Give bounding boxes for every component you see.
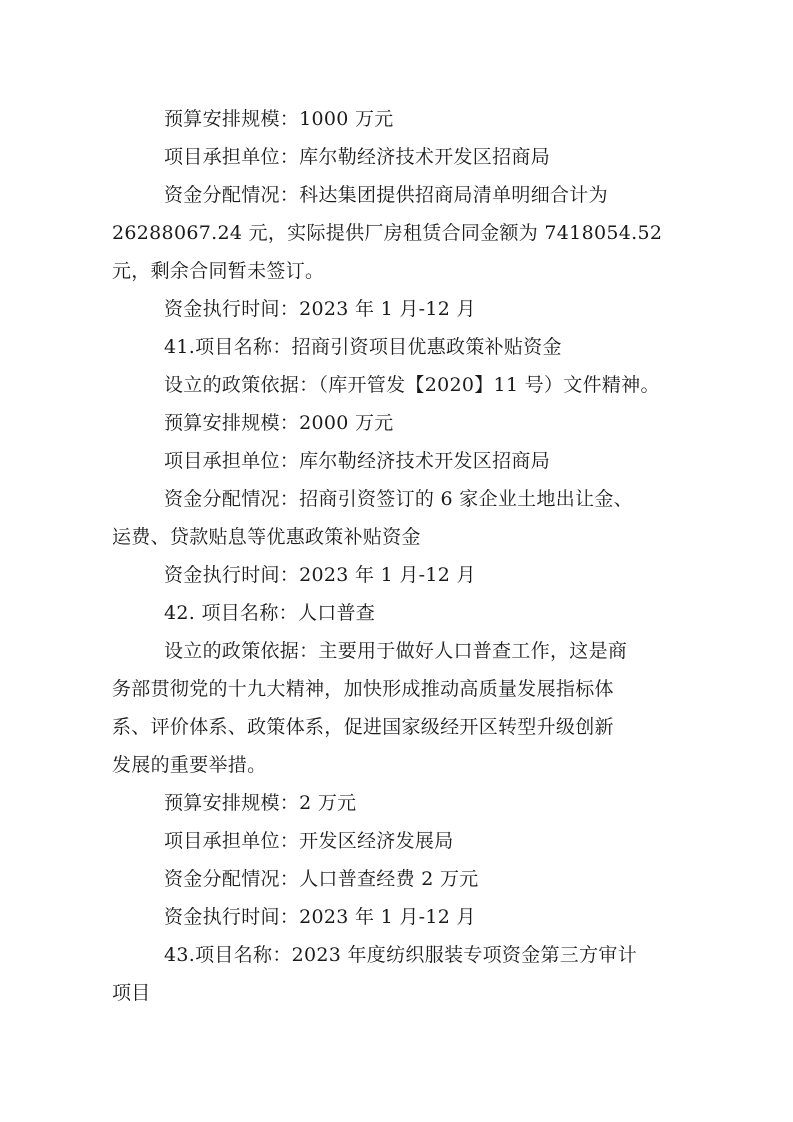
policy-basis-continuation: 系、评价体系、政策体系，促进国家级经开区转型升级创新 xyxy=(112,716,614,738)
execution-time-line: 资金执行时间：2023 年 1 月-12 月 xyxy=(164,564,476,586)
budget-scale-line: 预算安排规模：1000 万元 xyxy=(164,108,394,130)
fund-allocation-continuation: 运费、贷款贴息等优惠政策补贴资金 xyxy=(112,526,421,548)
fund-allocation-line: 资金分配情况：科达集团提供招商局清单明细合计为 xyxy=(164,184,608,206)
item-41-title: 41.项目名称：招商引资项目优惠政策补贴资金 xyxy=(164,336,562,358)
fund-allocation-continuation: 元，剩余合同暂未签订。 xyxy=(112,260,325,282)
fund-allocation-line: 资金分配情况：招商引资签订的 6 家企业土地出让金、 xyxy=(164,488,633,510)
responsible-unit-line: 项目承担单位：库尔勒经济技术开发区招商局 xyxy=(164,146,551,168)
policy-basis-line: 设立的政策依据：（库开管发【2020】11 号）文件精神。 xyxy=(164,374,660,396)
execution-time-line: 资金执行时间：2023 年 1 月-12 月 xyxy=(164,906,476,928)
item-43-title: 43.项目名称：2023 年度纺织服装专项资金第三方审计 xyxy=(164,944,638,966)
responsible-unit-line: 项目承担单位：库尔勒经济技术开发区招商局 xyxy=(164,450,551,472)
item-43-title-continuation: 项目 xyxy=(112,982,151,1004)
item-42-title: 42. 项目名称：人口普查 xyxy=(164,602,376,624)
execution-time-line: 资金执行时间：2023 年 1 月-12 月 xyxy=(164,298,476,320)
responsible-unit-line: 项目承担单位：开发区经济发展局 xyxy=(164,830,454,852)
policy-basis-line: 设立的政策依据：主要用于做好人口普查工作，这是商 xyxy=(164,640,628,662)
budget-scale-line: 预算安排规模：2 万元 xyxy=(164,792,357,814)
policy-basis-continuation: 发展的重要举措。 xyxy=(112,754,267,776)
budget-scale-line: 预算安排规模：2000 万元 xyxy=(164,412,394,434)
fund-allocation-continuation: 26288067.24 元，实际提供厂房租赁合同金额为 7418054.52 xyxy=(112,222,663,244)
document-body xyxy=(112,100,672,1012)
fund-allocation-line: 资金分配情况：人口普查经费 2 万元 xyxy=(164,868,479,890)
policy-basis-continuation: 务部贯彻党的十九大精神，加快形成推动高质量发展指标体 xyxy=(112,678,614,700)
